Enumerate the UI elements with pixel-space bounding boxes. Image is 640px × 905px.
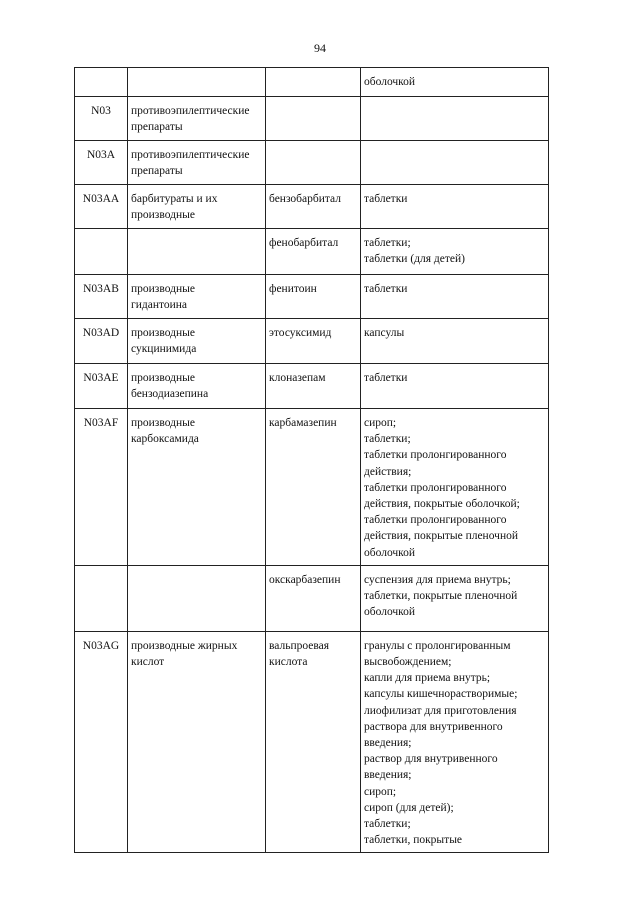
table-row (75, 319, 549, 364)
drug-name-cell: бензобарбитал (266, 185, 361, 229)
dosage-form-cell: гранулы с пролонгированным высвобождением; капли для приема внутрь; капсулы кишечнорастворимые; лиофилизат для приготовления раствора для внутривенного введения; раствор для внутривенного введения; сироп; сироп (для детей); таблетки; таблетки, покрытые (361, 631, 549, 853)
table-row (75, 97, 549, 141)
drug-name-cell: фенитоин (266, 275, 361, 319)
table-row (75, 141, 549, 185)
group-name-cell (128, 68, 266, 97)
drug-table (74, 67, 549, 853)
atc-code-cell (75, 68, 128, 97)
group-name-cell: производные карбоксамида (128, 409, 266, 566)
atc-code-cell: N03AA (75, 185, 128, 229)
table-row (75, 68, 549, 97)
table-row (75, 565, 549, 631)
atc-code-cell: N03AB (75, 275, 128, 319)
table-row (75, 631, 549, 853)
dosage-form-cell: таблетки (361, 364, 549, 409)
table-row (75, 229, 549, 275)
dosage-form-cell (361, 141, 549, 185)
drug-name-cell: фенобарбитал (266, 229, 361, 275)
atc-code-cell: N03AD (75, 319, 128, 364)
drug-name-cell (266, 141, 361, 185)
drug-name-cell: окскарбазепин (266, 565, 361, 631)
atc-code-cell: N03A (75, 141, 128, 185)
atc-code-cell: N03AE (75, 364, 128, 409)
drug-name-cell: этосуксимид (266, 319, 361, 364)
page-number: 94 (314, 41, 326, 55)
drug-name-cell: карбамазепин (266, 409, 361, 566)
table-row (75, 409, 549, 566)
table-body (75, 68, 549, 853)
atc-code-cell (75, 565, 128, 631)
drug-name-cell (266, 97, 361, 141)
group-name-cell: производные бензодиазепина (128, 364, 266, 409)
group-name-cell: противоэпилептические препараты (128, 141, 266, 185)
drug-name-cell (266, 68, 361, 97)
group-name-cell (128, 229, 266, 275)
group-name-cell: противоэпилептические препараты (128, 97, 266, 141)
drug-name-cell: клоназепам (266, 364, 361, 409)
atc-code-cell: N03 (75, 97, 128, 141)
dosage-form-cell: таблетки; таблетки (для детей) (361, 229, 549, 275)
dosage-form-cell: таблетки (361, 275, 549, 319)
dosage-form-cell: таблетки (361, 185, 549, 229)
group-name-cell (128, 565, 266, 631)
group-name-cell: производные жирных кислот (128, 631, 266, 853)
dosage-form-cell: суспензия для приема внутрь; таблетки, покрытые пленочной оболочкой (361, 565, 549, 631)
table-row (75, 275, 549, 319)
dosage-form-cell: сироп; таблетки; таблетки пролонгированного действия; таблетки пролонгированного действия, покрытые оболочкой; таблетки пролонгированного действия, покрытые пленочной оболочкой (361, 409, 549, 566)
dosage-form-cell (361, 97, 549, 141)
atc-code-cell: N03AF (75, 409, 128, 566)
group-name-cell: производные сукцинимида (128, 319, 266, 364)
atc-code-cell (75, 229, 128, 275)
dosage-form-cell: оболочкой (361, 68, 549, 97)
group-name-cell: барбитураты и их производные (128, 185, 266, 229)
group-name-cell: производные гидантоина (128, 275, 266, 319)
dosage-form-cell: капсулы (361, 319, 549, 364)
drug-name-cell: вальпроевая кислота (266, 631, 361, 853)
atc-code-cell: N03AG (75, 631, 128, 853)
table-row (75, 185, 549, 229)
table-row (75, 364, 549, 409)
